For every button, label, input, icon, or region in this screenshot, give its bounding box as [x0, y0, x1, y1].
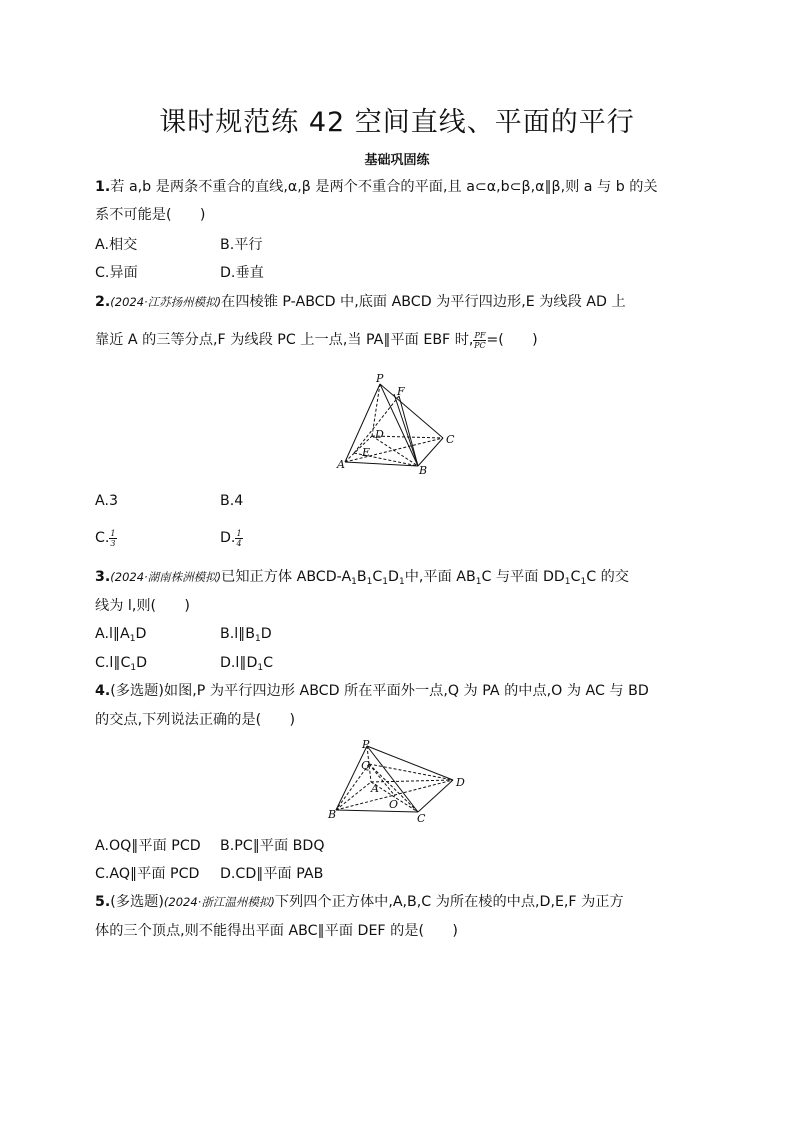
label-c: C: [417, 812, 426, 825]
label-d: D: [375, 428, 384, 441]
q3-text-f: C 与平面 DD: [481, 569, 565, 585]
q3-text-g: C: [570, 569, 581, 585]
q4-option-a[interactable]: A.OQ∥平面 PCD: [95, 838, 201, 854]
q3-source: (2024·湖南株洲模拟): [110, 570, 222, 584]
q2-fraction-denominator: PC: [474, 340, 486, 350]
q3-option-d-pre: D.l∥D: [220, 655, 258, 671]
q3-option-d[interactable]: [220, 653, 273, 673]
q3-sub: 1: [398, 577, 405, 587]
q3-sub: 1: [382, 577, 389, 587]
q1-number: 1.: [95, 179, 111, 195]
q2-option-c-fraction: [109, 529, 116, 548]
q3-sub: 1: [351, 577, 357, 587]
q4-number: 4.: [95, 683, 111, 699]
q3-option-d-post: C: [263, 655, 274, 671]
edge-bc: [336, 810, 418, 812]
q2-option-d-denominator: 4: [236, 538, 242, 548]
label-q: Q: [361, 759, 371, 772]
q3-sub: 1: [130, 663, 137, 673]
q2-line2: [95, 330, 705, 350]
q4-text-line1: 如图,P 为平行四边形 ABCD 所在平面外一点,Q 为 PA 的中点,O 为 AC 与 BD: [163, 683, 649, 699]
q2-option-d-fraction: [235, 529, 242, 548]
section-subtitle: 基础巩固练: [364, 153, 430, 168]
q4-line1: [95, 681, 705, 701]
q1-line1: [95, 177, 705, 197]
q3-text-c: C: [372, 569, 383, 585]
q5-number: 5.: [95, 894, 111, 910]
label-b: B: [419, 464, 428, 477]
label-e: E: [362, 446, 371, 459]
q1-text-line1: 若 a,b 是两条不重合的直线,α,β 是两个不重合的平面,且 a⊂α,b⊂β,α∥β,则 a 与 b 的关: [110, 179, 658, 195]
label-p: P: [362, 738, 370, 751]
q2-line1: [95, 292, 705, 312]
q1-option-d[interactable]: D.垂直: [220, 265, 264, 281]
label-b: B: [328, 808, 337, 821]
edge-pc: [380, 384, 443, 438]
q2-text-line2: 靠近 A 的三等分点,F 为线段 PC 上一点,当 PA∥平面 EBF 时,: [95, 332, 474, 348]
label-c: C: [446, 433, 455, 446]
q3-sub: 1: [564, 577, 571, 587]
q3-sub: 1: [255, 634, 261, 644]
q2-option-d-letter: D.: [220, 530, 236, 546]
q3-text-e: 中,平面 AB: [404, 569, 476, 585]
q2-option-c-denominator: 3: [110, 538, 116, 548]
q2-option-c-numerator: 1: [110, 528, 116, 538]
q1-text-line2: 系不可能是( ): [95, 207, 206, 223]
q3-sub: 1: [129, 634, 136, 644]
segment-qd-hidden: [369, 764, 453, 780]
q3-option-c-post: D: [136, 655, 148, 671]
q2-option-c-letter: C.: [95, 530, 110, 546]
edge-pb: [336, 746, 367, 810]
q2-option-d[interactable]: [220, 528, 243, 548]
q2-fraction: [473, 331, 486, 350]
q1-option-b[interactable]: B.平行: [220, 237, 263, 253]
q2-option-b[interactable]: B.4: [220, 493, 244, 509]
q3-text-a: 已知正方体 ABCD-A: [221, 569, 352, 585]
pyramid-figure-q2: [330, 370, 470, 480]
q3-text-b: B: [356, 569, 367, 585]
q3-option-c[interactable]: [95, 653, 147, 673]
q2-option-d-numerator: 1: [236, 528, 242, 538]
q2-option-a[interactable]: A.3: [95, 493, 118, 509]
q1-option-c[interactable]: C.异面: [95, 265, 138, 281]
q3-text-line2: 线为 l,则( ): [95, 598, 190, 614]
label-o: O: [389, 798, 399, 811]
segment-fb2: [394, 394, 418, 466]
q3-option-c-pre: C.l∥C: [95, 655, 131, 671]
q5-text-line2: 体的三个顶点,则不能得出平面 ABC∥平面 DEF 的是( ): [95, 923, 458, 939]
q5-text-line1: 下列四个正方体中,A,B,C 为所在棱的中点,D,E,F 为正方: [274, 894, 624, 910]
q5-source: (多选题): [110, 894, 164, 910]
q4-text-line2: 的交点,下列说法正确的是( ): [95, 712, 296, 728]
q5-line1: [95, 892, 705, 912]
q3-option-b[interactable]: [220, 624, 272, 644]
q3-option-a-pre: A.l∥A: [95, 626, 130, 642]
q3-option-a-post: D: [135, 626, 147, 642]
page-title: 课时规范练 42 空间直线、平面的平行: [159, 107, 635, 138]
label-a: A: [371, 782, 379, 795]
q3-option-b-pre: B.l∥B: [220, 626, 256, 642]
q3-sub: 1: [366, 577, 373, 587]
q1-option-a[interactable]: A.相交: [95, 237, 138, 253]
q2-text-line1: 在四棱锥 P-ABCD 中,底面 ABCD 为平行四边形,E 为线段 AD 上: [221, 294, 626, 310]
q2-option-c[interactable]: [95, 528, 117, 548]
pyramid-figure-q4: [322, 738, 472, 828]
label-d: D: [456, 776, 465, 789]
q3-number: 3.: [95, 569, 111, 585]
q2-fraction-numerator: PF: [474, 330, 486, 340]
q3-sub: 1: [580, 577, 587, 587]
q4-option-d[interactable]: D.CD∥平面 PAB: [220, 866, 324, 882]
q3-sub: 1: [475, 577, 482, 587]
q3-line1: [95, 567, 705, 587]
label-f: F: [397, 385, 405, 398]
q3-sub: 1: [257, 663, 264, 673]
q3-text-h: C 的交: [586, 569, 629, 585]
q2-source: (2024·江苏扬州模拟): [110, 295, 222, 309]
edge-bc: [418, 438, 443, 466]
q5-source2: (2024·浙江温州模拟): [163, 895, 275, 909]
q3-option-b-post: D: [260, 626, 272, 642]
edge-ab: [345, 462, 418, 466]
label-p: P: [376, 372, 384, 385]
q2-text-line2-end: =( ): [486, 332, 538, 348]
label-a: A: [337, 458, 345, 471]
q4-option-b[interactable]: B.PC∥平面 BDQ: [220, 838, 325, 854]
q3-option-a[interactable]: [95, 624, 146, 644]
q4-option-c[interactable]: C.AQ∥平面 PCD: [95, 866, 200, 882]
q4-source: (多选题): [110, 683, 164, 699]
q2-number: 2.: [95, 294, 111, 310]
q3-text-d: D: [388, 569, 399, 585]
